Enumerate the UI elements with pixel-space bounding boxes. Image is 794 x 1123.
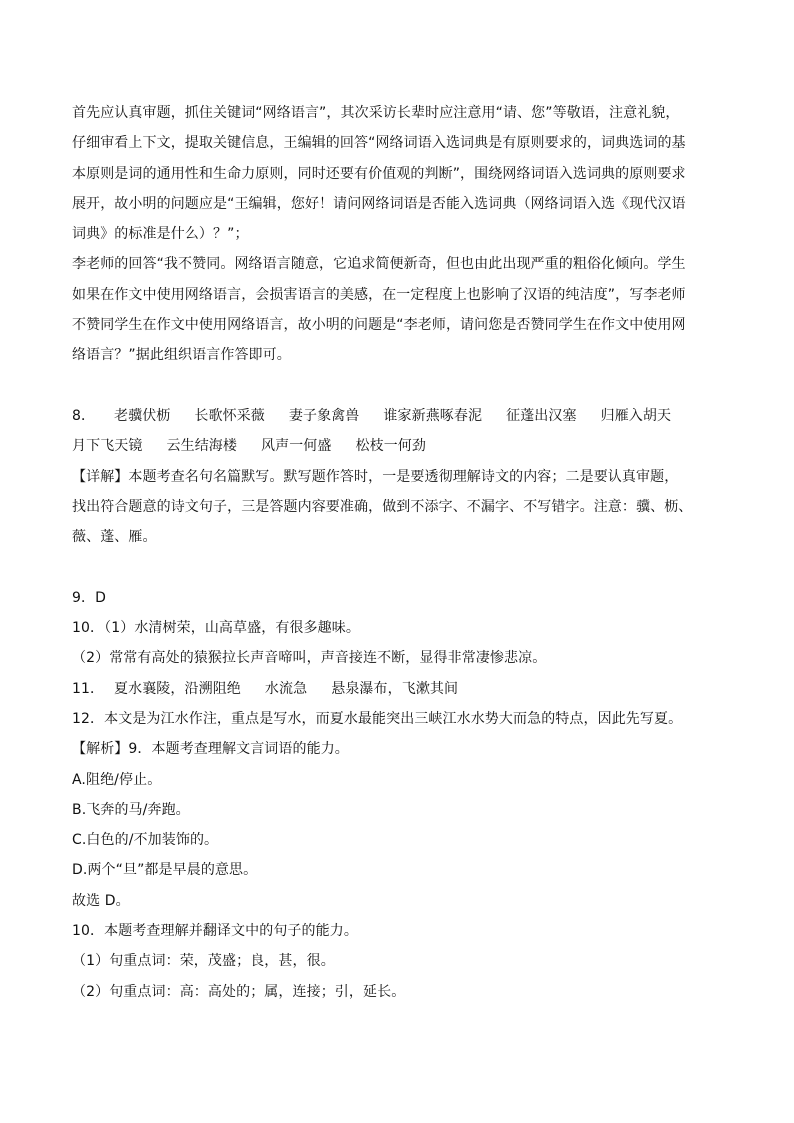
answer-8-row-2 bbox=[72, 431, 732, 461]
analysis-paragraph-7 bbox=[72, 98, 732, 371]
question-number: 8． bbox=[72, 407, 96, 424]
text-line: 如果在作文中使用网络语言，会损害语言的美感，在一定程度上也影响了汉语的纯洁度”，写李老师 bbox=[72, 286, 686, 303]
answer-11-row bbox=[72, 674, 732, 704]
answer-cell: 风声一何盛 bbox=[261, 438, 332, 455]
text-line: 首先应认真审题，抓住关键词“网络语言”，其次采访长辈时应注意用“请、您”等敬语，注意礼貌， bbox=[72, 105, 680, 121]
text-line: 络语言？”据此组织语言作答即可。 bbox=[72, 347, 291, 364]
document-body bbox=[72, 98, 732, 1007]
answer-8-row-1 bbox=[72, 401, 732, 431]
text-line: 故选 D。 bbox=[72, 892, 130, 909]
text-line: 【详解】本题考查名句名篇默写。默写题作答时，一是要透彻理解诗文的内容；二是要认真审题， bbox=[72, 468, 679, 485]
text-line: 薇、蓬、雁。 bbox=[72, 529, 157, 546]
answer-cell: 妻子象禽兽 bbox=[288, 407, 360, 424]
text-line: 找出符合题意的诗文句子，三是答题内容要准确，做到不添字、不漏字、不写错字。注意：骥、枥、 bbox=[72, 498, 693, 515]
spacer bbox=[72, 552, 732, 582]
text-line: 不赞同学生在作文中使用网络语言，故小明的问题是“李老师，请问您是否赞同学生在作文中使用网 bbox=[72, 317, 686, 334]
text-line: 【解析】9．本题考查理解文言词语的能力。 bbox=[72, 741, 349, 758]
text-line: 10．（1）水清树荣，山高草盛，有很多趣味。 bbox=[72, 620, 360, 637]
text-line: B.飞奔的马/奔跑。 bbox=[72, 801, 190, 818]
answers-9-12 bbox=[72, 583, 732, 1007]
text-line: 仔细审看上下文，提取关键信息，王编辑的回答“网络词语入选词典是有原则要求的，词典选词的基 bbox=[72, 135, 686, 152]
text-line: 12．本文是为江水作注，重点是写水，而夏水最能突出三峡江水水势大而急的特点，因此先写夏。 bbox=[72, 710, 683, 727]
answer-cell: 长歌怀采薇 bbox=[194, 407, 265, 424]
text-line: 展开，故小明的问题应是“王编辑，您好！请问网络词语是否能入选词典（网络词语入选《现代汉语 bbox=[72, 195, 686, 212]
text-line: 词典》的标准是什么）？”； bbox=[72, 226, 249, 243]
text-line: A.阻绝/停止。 bbox=[72, 771, 162, 788]
spacer bbox=[72, 371, 732, 401]
answer-cell: 悬泉瀑布，飞漱其间 bbox=[331, 680, 459, 697]
text-line: （2）句重点词：高：高处的；属，连接；引，延长。 bbox=[72, 983, 406, 1000]
text-line: C.白色的/不加装饰的。 bbox=[72, 832, 219, 849]
text-line: 李老师的回答“我不赞同。网络语言随意，它追求简便新奇，但也由此出现严重的粗俗化倾向。学生 bbox=[72, 256, 686, 273]
answer-8 bbox=[72, 401, 732, 552]
answer-cell: 月下飞天镜 bbox=[72, 438, 143, 455]
answer-cell: 水流急 bbox=[264, 680, 308, 697]
text-line: （1）句重点词：荣，茂盛；良，甚，很。 bbox=[72, 953, 335, 970]
answer-cell: 老骥伏枥 bbox=[114, 407, 171, 424]
answer-cell: 松枝一何劲 bbox=[355, 438, 426, 455]
answer-cell: 夏水襄陵，沿溯阻绝 bbox=[114, 680, 241, 697]
question-number: 11． bbox=[72, 680, 105, 697]
answer-cell: 归雁入胡天 bbox=[600, 407, 672, 424]
text-line: （2）常常有高处的猿猴拉长声音啼叫，声音接连不断，显得非常凄惨悲凉。 bbox=[72, 650, 547, 667]
text-line: 本原则是词的通用性和生命力原则，同时还要有价值观的判断”，围绕网络词语入选词典的原则要求 bbox=[72, 165, 686, 182]
answer-cell: 征蓬出汉塞 bbox=[506, 407, 577, 424]
text-line: 10．本题考查理解并翻译文中的句子的能力。 bbox=[72, 923, 358, 940]
text-line: 9．D bbox=[72, 589, 106, 606]
answer-cell: 云生结海楼 bbox=[166, 438, 237, 455]
text-line: D.两个“旦”都是早晨的意思。 bbox=[72, 862, 258, 879]
answer-cell: 谁家新燕啄春泥 bbox=[383, 407, 483, 424]
